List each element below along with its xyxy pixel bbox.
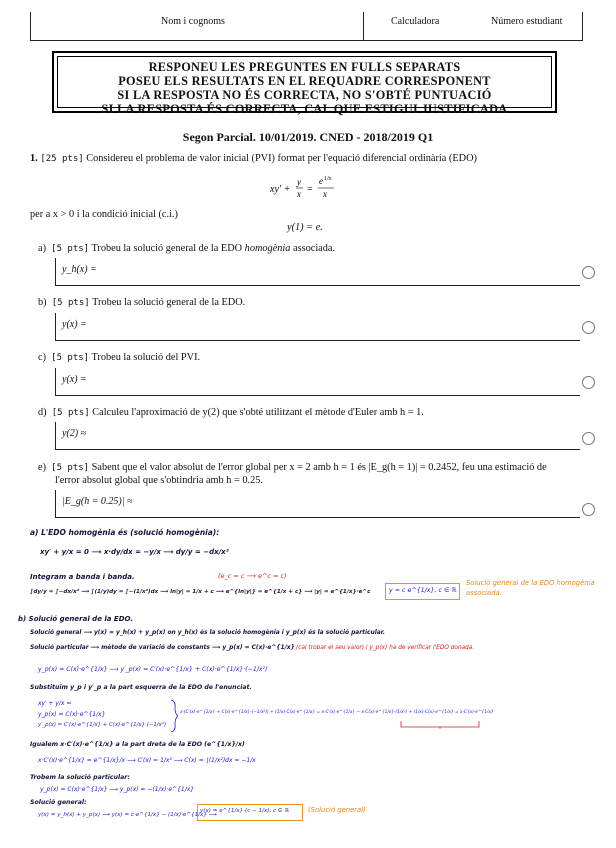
hw-b-sub2: y_p(x) = C(x)·e^{1/x} <box>38 711 106 718</box>
hw-a-note-red: (e_c = c ⟶ e^c = c) <box>218 572 287 580</box>
student-number-label: Número estudiant <box>491 16 563 27</box>
part-b-letter: b) <box>38 297 47 308</box>
hw-b-cancel-bracket-icon <box>400 720 480 730</box>
header-divider <box>363 12 364 40</box>
hw-b-sub1: xy′ + y/x = <box>38 700 72 707</box>
part-a-text-after: associada. <box>290 243 336 254</box>
part-e-text-line2: l'error absolut global que s'obtindria amb h = 0.25. <box>55 475 263 486</box>
part-b-text: Trobeu la solució general de la EDO. <box>92 297 246 308</box>
instructions-inner-frame <box>57 56 552 116</box>
problem-text: Considereu el problema de valor inicial (PVI) format per l'equació diferencial ordinària (EDO) <box>86 153 477 164</box>
instruction-line-2: POSEU ELS RESULTATS EN EL REQUADRE CORRESPONENT <box>118 74 491 88</box>
hw-b-title: b) Solució general de la EDO. <box>18 615 133 623</box>
part-d-points: [5 pts] <box>51 408 90 418</box>
svg-text:x: x <box>323 189 327 199</box>
part-a-text-italic: homogènia <box>244 243 291 254</box>
hw-b-substitute: Substituïm y_p i y′_p a la part esquerra de la EDO de l'enunciat. <box>30 684 252 691</box>
part-a-question <box>38 243 335 254</box>
part-e-question <box>38 462 547 473</box>
svg-text:y: y <box>297 177 301 187</box>
part-e-points: [5 pts] <box>51 463 90 473</box>
hw-a-title: a) L'EDO homogènia és (solució homogènia): <box>30 528 220 537</box>
instructions-box <box>52 51 557 116</box>
svg-text:e: e <box>319 176 323 186</box>
hw-b-note-orange: (Solució general) <box>308 806 366 814</box>
problem-number: 1. <box>30 153 38 164</box>
part-c-answer-label: y(x) = <box>62 374 87 385</box>
part-d-answer-label: y(2) ≈ <box>62 428 87 439</box>
part-a-letter: a) <box>38 243 46 254</box>
part-c-text: Trobeu la solució del PVI. <box>91 352 201 363</box>
part-b-question <box>38 297 245 308</box>
part-e-letter: e) <box>38 462 46 473</box>
svg-text:=: = <box>307 184 313 195</box>
instruction-line-3: SI LA RESPOSTA NO ÉS CORRECTA, NO S'OBTÉ PUNTUACIÓ <box>117 88 492 102</box>
part-c-points: [5 pts] <box>51 353 90 363</box>
hw-b-expand: x·(C′(x)·e^{1/x} + C(x)·e^{1/x}·(−1/x²)) + (1/x)·C(x)·e^{1/x} = x·C′(x)·e^{1/x} − x·C(x)·e^{1/x}·(1/x²) + (1/x)·C(x)·e^{1/x} = x·C′(x)·e^{1/x} <box>180 710 494 715</box>
hw-a-note-orange: Solució general de la EDO homogènia associada. <box>466 579 595 597</box>
hw-b-equal: Igualem x·C′(x)·e^{1/x} a la part dreta de la EDO (e^{1/x}/x) <box>30 741 245 748</box>
exam-title: Segon Parcial. 10/01/2019. CNED - 2018/2019 Q1 <box>182 130 434 144</box>
part-c-question <box>38 352 200 363</box>
hw-b-brace-icon <box>170 699 178 733</box>
part-e-answer-box[interactable] <box>55 490 580 518</box>
hw-b-boxed: y(x) = e^{1/x}·(c − 1/x), c ∈ ℝ <box>200 808 289 814</box>
hw-a-chain: ∫dy/y = ∫−dx/x² ⟶ ∫(1/y)dy = ∫−(1/x²)dx ⟶ ln|y| = 1/x + c ⟶ e^{ln|y|} = e^{1/x + c} ⟶ |y| = e^{1/x}·e^c <box>30 589 371 595</box>
part-d-answer-box[interactable] <box>55 422 580 450</box>
instruction-line-4: SI LA RESPOSTA ÉS CORRECTA, CAL QUE ESTIGUI JUSTIFICADA <box>101 102 508 116</box>
svg-text:xy′ +: xy′ + <box>270 184 291 195</box>
part-b-answer-box[interactable] <box>55 313 580 341</box>
initial-condition: y(1) = e. <box>287 222 323 233</box>
hw-b-particular: Trobem la solució particular: <box>30 774 130 781</box>
header-strip <box>30 12 583 41</box>
hw-b-general2: y(x) = y_h(x) + y_p(x) ⟶ y(x) = c·e^{1/x} − (1/x)·e^{1/x} ⟶ <box>38 812 217 818</box>
calculator-label: Calculadora <box>391 16 440 27</box>
part-e-radio[interactable] <box>582 503 595 516</box>
part-c-answer-box[interactable] <box>55 368 580 396</box>
hw-b-particular2: y_p(x) = C(x)·e^{1/x} ⟶ y_p(x) = −(1/x)·e^{1/x} <box>40 786 195 793</box>
hw-a-boxed: y = c e^{1/x}, c ∈ ℝ <box>389 587 457 594</box>
part-a-points: [5 pts] <box>51 244 90 254</box>
part-a-answer-box[interactable] <box>55 258 580 286</box>
part-d-letter: d) <box>38 407 47 418</box>
hw-b-line1: Solució general ⟶ y(x) = y_h(x) + y_p(x) on y_h(x) és la solució homogènia i y_p(x) és la solució particular. <box>30 630 385 636</box>
hw-b-line2-red: (cal trobar el seu valor) i y_p(x) ha de verificar l'EDO donada. <box>296 645 475 651</box>
part-c-letter: c) <box>38 352 46 363</box>
problem-points: [25 pts] <box>40 154 84 164</box>
hw-b-equal2: x·C′(x)·e^{1/x} = e^{1/x}/x ⟶ C′(x) = 1/x² ⟶ C(x) = ∫(1/x²)dx = −1/x <box>38 757 256 764</box>
hw-b-line2: Solució particular ⟶ mètode de variació de constants ⟶ y_p(x) = C(x)·e^{1/x} <box>30 645 295 651</box>
part-c-radio[interactable] <box>582 376 595 389</box>
name-label: Nom i cognoms <box>161 16 225 27</box>
part-a-answer-label: y_h(x) = <box>62 264 97 275</box>
hw-a-integrate: Integram a banda i banda. <box>30 573 135 581</box>
part-e-answer-label: |E_g(h = 0.25)| ≈ <box>62 496 133 507</box>
part-b-radio[interactable] <box>582 321 595 334</box>
main-equation-svg <box>270 173 360 203</box>
part-d-radio[interactable] <box>582 432 595 445</box>
part-d-text: Calculeu l'aproximació de y(2) que s'obté utilitzant el mètode d'Euler amb h = 1. <box>92 407 424 418</box>
hw-a-equation: xy′ + y/x = 0 ⟶ x·dy/dx = −y/x ⟶ dy/y = −dx/x² <box>40 548 229 556</box>
hw-b-line3: y_p(x) = C(x)·e^{1/x} ⟶ y′_p(x) = C′(x)·e^{1/x} + C(x)·e^{1/x}·(−1/x²) <box>38 666 268 673</box>
part-e-text: Sabent que el valor absolut de l'error global per x = 2 amb h = 1 és |E_g(h = 1)| = 0.2452, feu una estimació de <box>91 462 547 473</box>
hw-b-general: Solució general: <box>30 799 87 806</box>
part-b-answer-label: y(x) = <box>62 319 87 330</box>
part-a-text: Trobeu la solució general de la EDO <box>91 243 245 254</box>
part-b-points: [5 pts] <box>51 298 90 308</box>
problem-statement <box>30 153 477 164</box>
condition-intro: per a x > 0 i la condició inicial (c.i.) <box>30 209 178 220</box>
main-equation <box>270 173 360 203</box>
svg-text:1/x: 1/x <box>324 176 332 182</box>
hw-b-sub3: y′_p(x) = C′(x)·e^{1/x} + C(x)·e^{1/x}·(−1/x²) <box>38 722 167 728</box>
part-d-question <box>38 407 424 418</box>
part-a-radio[interactable] <box>582 266 595 279</box>
instruction-line-1: RESPONEU LES PREGUNTES EN FULLS SEPARATS <box>148 60 461 74</box>
svg-text:x: x <box>297 189 301 199</box>
